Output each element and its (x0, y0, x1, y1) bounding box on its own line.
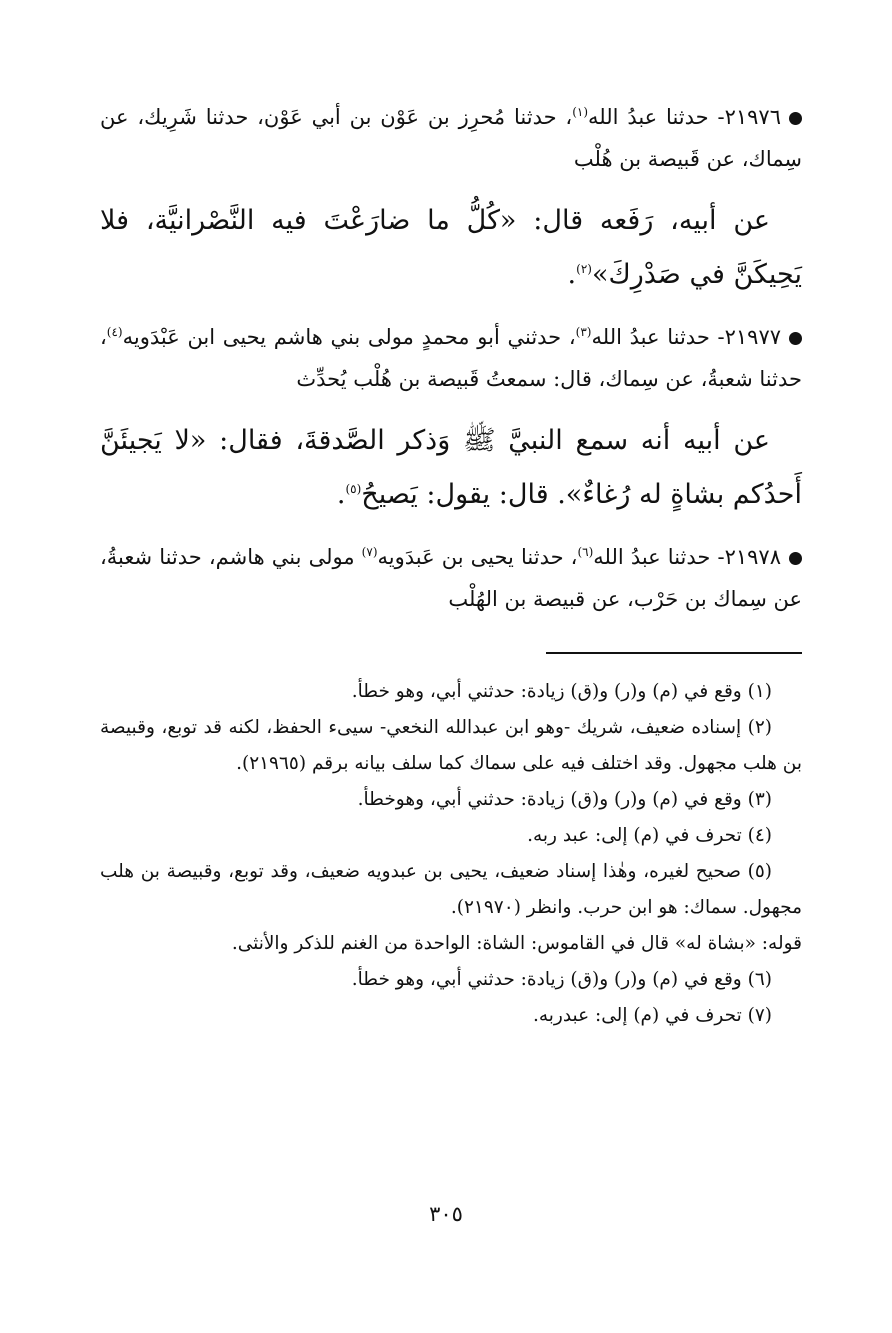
bullet-dot-icon (789, 552, 802, 565)
footnote-2: (٢) إسناده ضعيف، شريك -وهو ابن عبدالله النخعي- سيىء الحفظ، لكنه قد توبع، وقبيصة بن هلب مجهول. وقد اختلف فيه على سماك كما سلف بيانه برقم (٢١٩٦٥). (100, 717, 802, 774)
hadith-number-text: ٢١٩٧٦- حدثنا عبدُ الله (588, 105, 781, 129)
hadith-text-21976 (100, 194, 802, 302)
footnote-ref: (٣) (575, 325, 592, 339)
footnote-ref: (٤) (106, 325, 123, 339)
footnote-ref: (٢) (576, 262, 592, 276)
footnotes (100, 674, 802, 1034)
hadith-number-text: ٢١٩٧٨- حدثنا عبدُ الله (593, 545, 781, 569)
hadith-matn: عن أبيه، رَفَعه قال: «كُلُّ ما ضارَعْتَ فيه النَّصْرانيَّة، فلا يَحِيكَنَّ في صَدْرِكَ» (100, 205, 802, 290)
footnote-4: (٤) تحرف في (م) إلى: عبد ربه. (527, 825, 772, 846)
hadith-header-21978 (100, 536, 802, 620)
bullet-dot-icon (789, 332, 802, 345)
hadith-matn: عن أبيه أنه سمع النبيَّ ﷺ وَذكر الصَّدقةَ، فقال: «لا يَجيئَنَّ أَحدُكم بشاةٍ له رُغاءٌ». قال: يقول: يَصيحُ (100, 425, 802, 510)
punctuation: . (567, 259, 577, 290)
footnote-ref: (٦) (577, 545, 594, 559)
footnote-1: (١) وقع في (م) و(ر) و(ق) زيادة: حدثني أبي، وهو خطأ. (351, 681, 772, 702)
footnote-5-note: قوله: «بشاة له» قال في القاموس: الشاة: الواحدة من الغنم للذكر والأنثى. (231, 933, 802, 954)
footnote-ref: (٥) (345, 482, 362, 496)
page-number: ٣٠٥ (429, 1202, 463, 1226)
hadith-chain-text: ، حدثني أبو محمدٍ مولى بني هاشم يحيى ابن عَبْدَويه (122, 325, 576, 349)
footnote-divider (546, 652, 802, 654)
hadith-chain-text: مولى بني هاشم، حدثنا شعبةُ، عن سِماك بن حَرْب، عن قبيصة بن الهُلْب (100, 545, 802, 611)
footnote-7: (٧) تحرف في (م) إلى: عبدربه. (532, 1005, 772, 1026)
hadith-number-text: ٢١٩٧٧- حدثنا عبدُ الله (591, 325, 782, 349)
hadith-header-21976 (100, 96, 802, 180)
bullet-dot-icon (789, 112, 802, 125)
hadith-chain-text: ، حدثنا يحيى بن عَبدَويه (377, 545, 578, 569)
punctuation: . (336, 479, 346, 510)
footnote-ref: (١) (572, 105, 589, 119)
footnote-3: (٣) وقع في (م) و(ر) و(ق) زيادة: حدثني أبي، وهوخطأ. (357, 789, 772, 810)
hadith-header-21977 (100, 316, 802, 400)
hadith-chain-text: ، حدثنا مُحرِز بن عَوْن بن أبي عَوْن، حدثنا شَرِيك، عن سِماك، عن قَبيصة بن هُلْب (100, 105, 802, 171)
footnote-6: (٦) وقع في (م) و(ر) و(ق) زيادة: حدثني أبي، وهو خطأ. (351, 969, 772, 990)
hadith-text-21977 (100, 414, 802, 522)
footnote-5: (٥) صحيح لغيره، وهٰذا إسناد ضعيف، يحيى بن عبدويه ضعيف، وقد توبع، وقبيصة بن هلب مجهول. سماك: هو ابن حرب. وانظر (٢١٩٧٠). (100, 861, 802, 918)
hadith-chain-text: ، حدثنا شعبةُ، عن سِماك، قال: سمعتُ قَبيصة بن هُلْب يُحدِّث (100, 325, 802, 391)
footnote-ref: (٧) (361, 545, 378, 559)
